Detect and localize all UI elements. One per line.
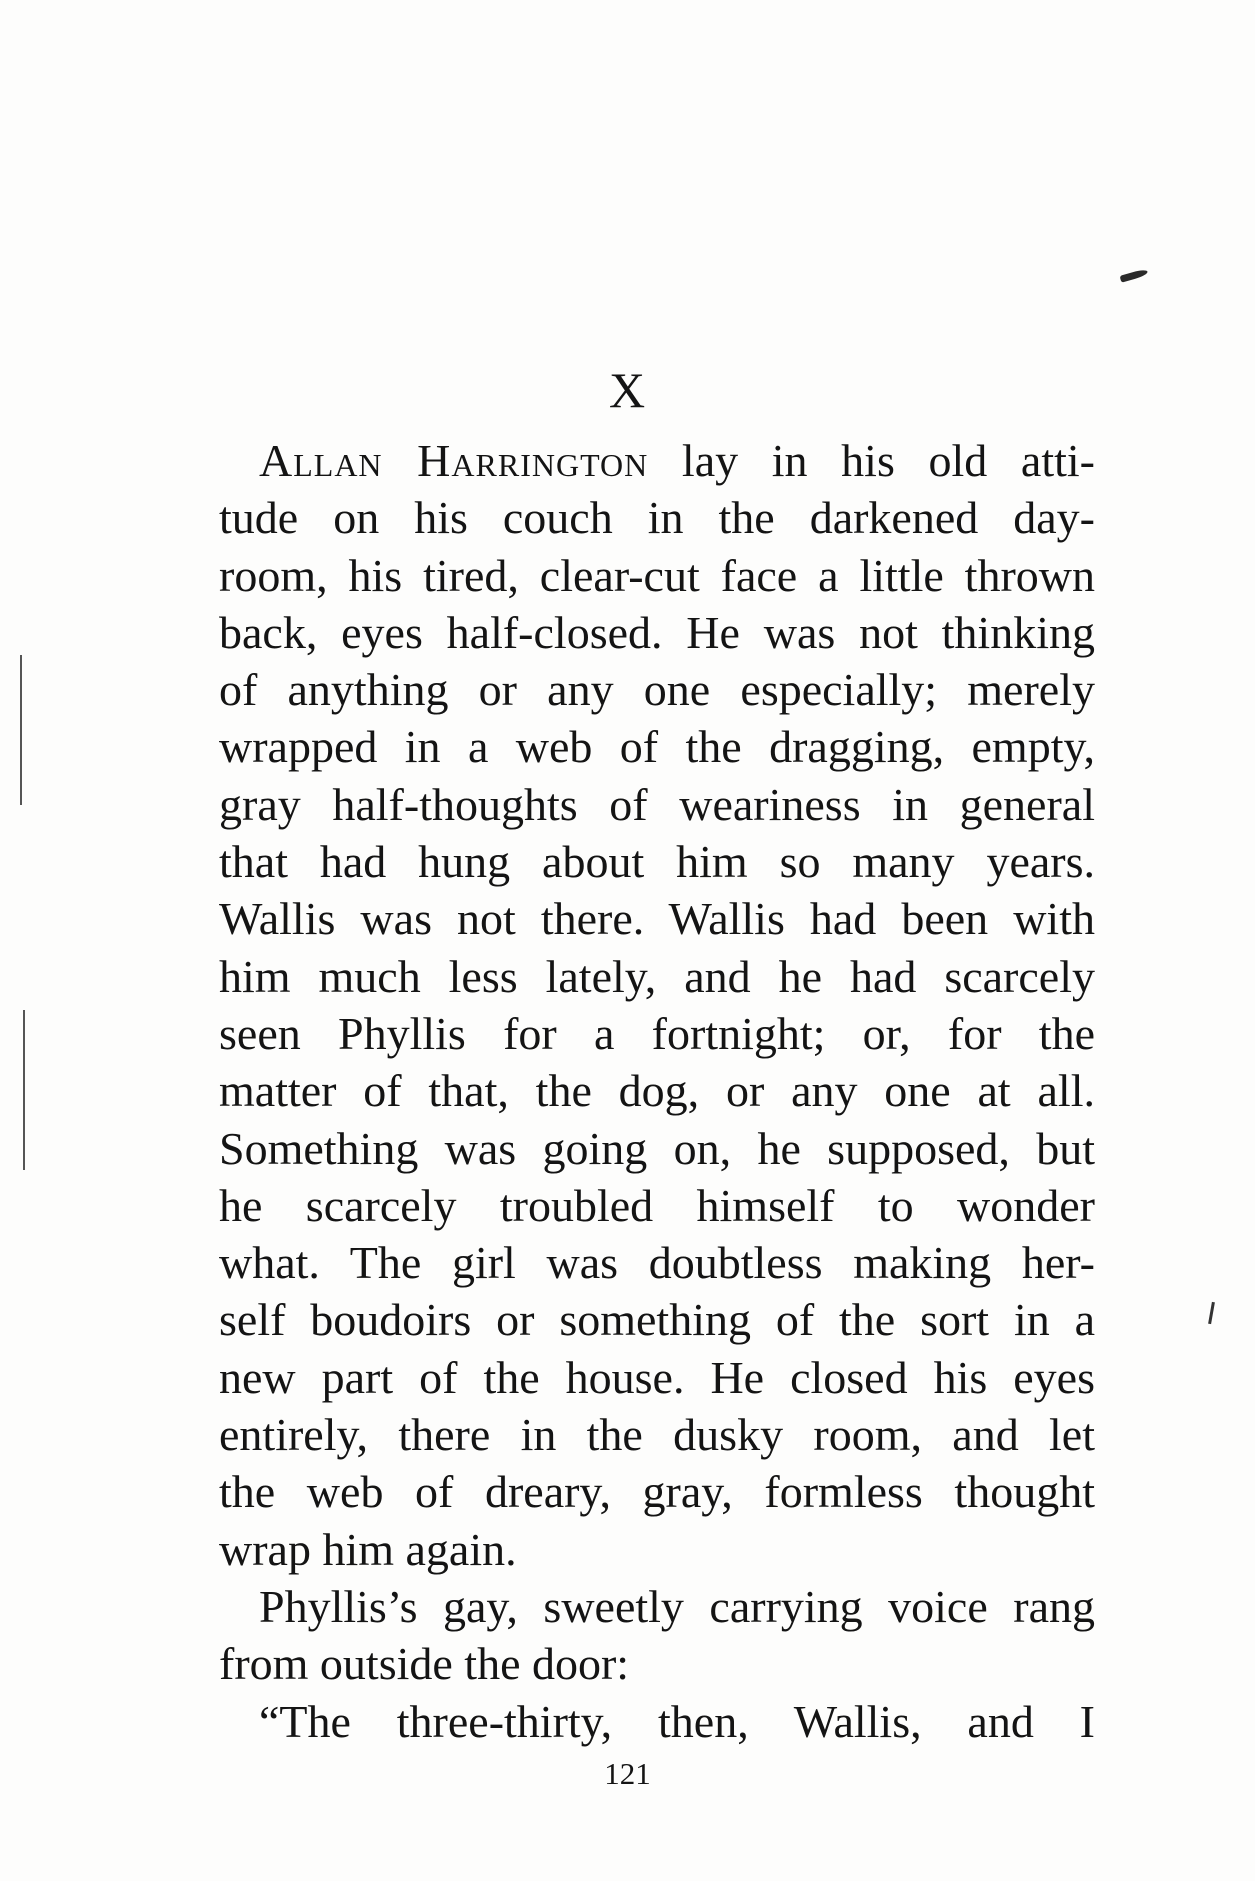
- text-line: Wallis was not there. Wallis had been with: [219, 893, 1095, 945]
- text-line: Something was going on, he supposed, but: [219, 1122, 1095, 1174]
- text-line: Allan Harrington lay in his old atti-: [259, 435, 1095, 486]
- text-line: of anything or any one especially; merely: [219, 664, 1095, 716]
- character-name: Allan Harrington: [259, 435, 649, 486]
- text-line: seen Phyllis for a fortnight; or, for the: [219, 1007, 1095, 1059]
- scan-margin-line: [23, 1010, 25, 1170]
- text-line: him much less lately, and he had scarcely: [219, 950, 1095, 1002]
- text-line: Phyllis’s gay, sweetly carrying voice rang: [259, 1580, 1095, 1632]
- text-line: he scarcely troubled himself to wonder: [219, 1179, 1095, 1231]
- text-line: gray half-thoughts of weariness in general: [219, 778, 1095, 830]
- scan-mark: [1208, 1302, 1215, 1324]
- text-line: wrapped in a web of the dragging, empty,: [219, 721, 1095, 773]
- scan-margin-line: [20, 655, 22, 805]
- text-line: entirely, there in the dusky room, and let: [219, 1409, 1095, 1461]
- text-line: matter of that, the dog, or any one at all.: [219, 1065, 1095, 1117]
- body-text: [219, 432, 1095, 1750]
- page-number: 121: [604, 1756, 651, 1791]
- text-line: wrap him again.: [219, 1523, 517, 1575]
- text-line: self boudoirs or something of the sort in a: [219, 1294, 1095, 1346]
- scan-mark: [1120, 268, 1149, 282]
- text-line: tude on his couch in the darkened day-: [219, 492, 1095, 544]
- text-line: what. The girl was doubtless making her-: [219, 1237, 1095, 1289]
- text-line: from outside the door:: [219, 1638, 630, 1690]
- text-line: back, eyes half-closed. He was not thinking: [219, 606, 1095, 658]
- text-line: the web of dreary, gray, formless thought: [219, 1466, 1095, 1518]
- chapter-heading: X: [608, 362, 647, 418]
- text-line: “The three-thirty, then, Wallis, and I: [259, 1695, 1095, 1747]
- text-line: that had hung about him so many years.: [219, 836, 1095, 888]
- text-line: new part of the house. He closed his eyes: [219, 1351, 1095, 1403]
- text-line: room, his tired, clear-cut face a little thrown: [219, 549, 1095, 601]
